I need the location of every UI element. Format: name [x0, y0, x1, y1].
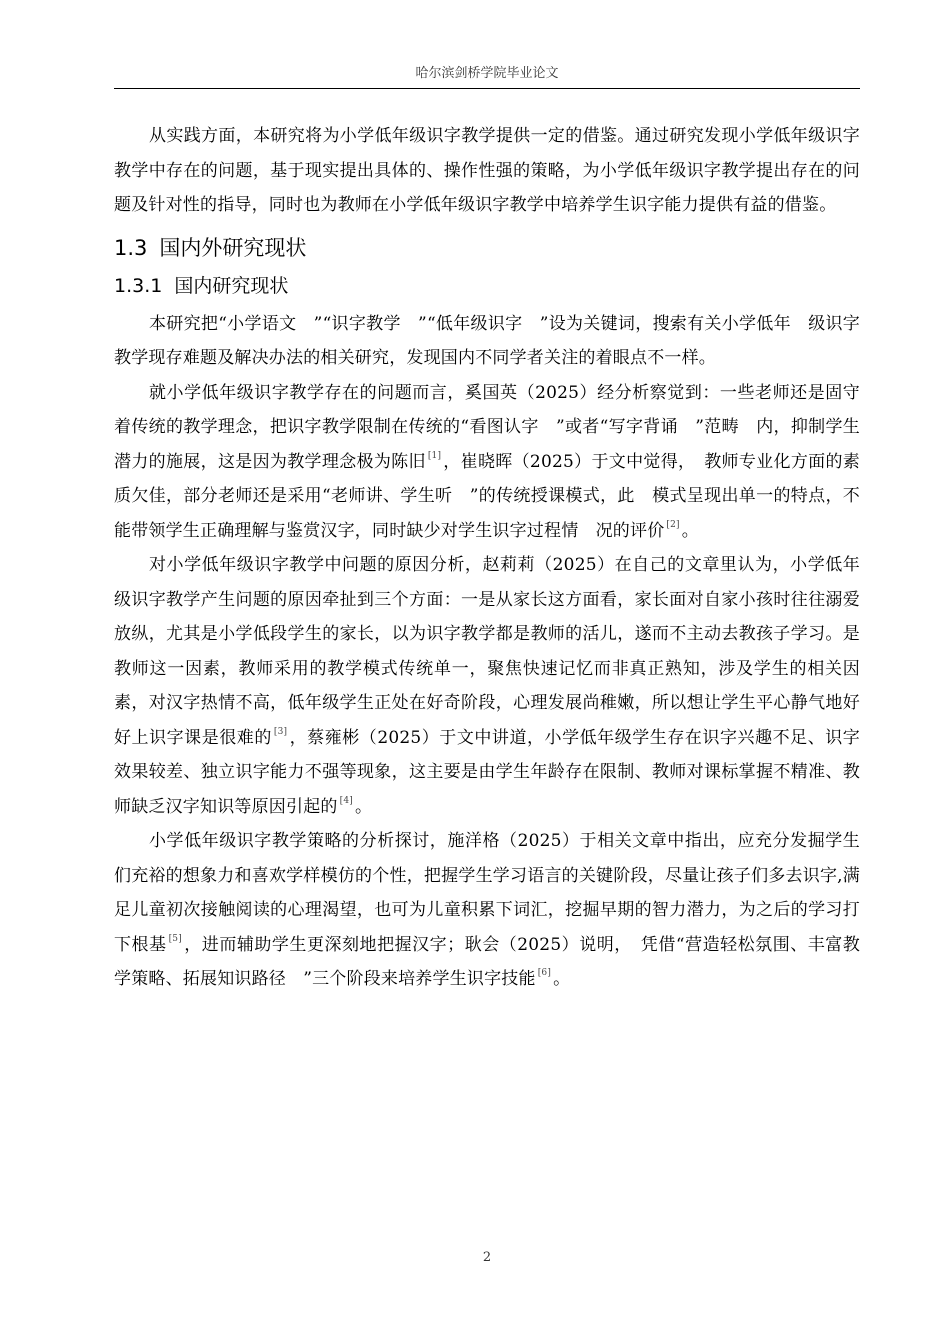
text-segment: ，进而辅助学生更深刻地把握汉字；耿会（2025）说明， 凭借“营造轻松氛围、丰富教学策略、拓展知识路径 ”三个阶段来培养学生识字技能	[114, 934, 861, 989]
subsection-heading	[114, 273, 860, 299]
section-number: 1.3	[114, 235, 148, 260]
section-title: 国内外研究现状	[159, 235, 307, 260]
header-rule	[114, 88, 860, 89]
subsection-number: 1.3.1	[114, 274, 163, 297]
citation-5: [5]	[168, 933, 182, 944]
text-segment: 小学低年级识字教学策略的分析探讨，施洋格（2025）于相关文章中指出，应充分发掘学生们充裕的想象力和喜欢学样模仿的个性，把握学生学习语言的关键阶段，尽量让孩子们多去识字,满足儿童初次接触阅读的心理渴望，也可为儿童积累下词汇，挖掘早期的智力潜力，为之后的学习打下根基	[114, 831, 860, 955]
paragraph-strategies	[114, 824, 860, 997]
paragraph-keywords: 本研究把“小学语文 ”“识字教学 ”“低年级识字 ”设为关键词，搜索有关小学低年 级识字教学现存难题及解决办法的相关研究，发现国内不同学者关注的着眼点不一样。	[114, 313, 860, 368]
page-body	[114, 119, 860, 997]
citation-6: [6]	[537, 968, 552, 978]
page-number: 2	[482, 1250, 492, 1265]
page-header: 哈尔滨剑桥学院毕业论文	[415, 66, 559, 81]
paragraph-causes	[114, 548, 860, 824]
text-segment: 。	[681, 520, 699, 541]
citation-4: [4]	[339, 795, 353, 806]
citation-2: [2]	[666, 519, 680, 530]
paragraph-problems	[114, 376, 860, 549]
citation-3: [3]	[273, 726, 288, 737]
text-segment: 。	[354, 796, 373, 817]
paragraph-practice: 从实践方面，本研究将为小学低年级识字教学提供一定的借鉴。通过研究发现小学低年级识字教学中存在的问题，基于现实提出具体的、操作性强的策略，为小学低年级识字教学提出存在的问题及针对性的指导，同时也为教师在小学低年级识字教学中培养学生识字能力提供有益的借鉴。	[114, 126, 860, 215]
citation-1: [1]	[427, 450, 442, 461]
text-segment: ，崔晓晖（2025）于文中觉得， 教师专业化方面的素质欠佳，部分老师还是采用“老师讲、学生听 ”的传统授课模式，此 模式呈现出单一的特点，不能带领学生正确理解与鉴赏汉字，同时缺少对学生识字过程情 况的评价	[114, 451, 860, 541]
text-segment: 。	[553, 969, 571, 989]
subsection-title: 国内研究现状	[174, 274, 289, 297]
text-segment: ，蔡雍彬（2025）于文中讲道，小学低年级学生存在识字兴趣不足、识字效果较差、独立识字能力不强等现象，这主要是由学生年龄存在限制、教师对课标掌握不精准、教师缺乏汉字知识等原因引起的	[114, 727, 860, 817]
text-segment: 就小学低年级识字教学存在的问题而言，奚国英（2025）经分析察觉到：一些老师还是固守着传统的教学理念，把识字教学限制在传统的“看图认字 ”或者“写字背诵 ”范畴 内，抑制学生潜力的施展，这是因为教学理念极为陈旧	[114, 382, 860, 472]
section-heading	[114, 234, 860, 262]
text-segment: 对小学低年级识字教学中问题的原因分析，赵莉莉（2025）在自己的文章里认为，小学低年级识字教学产生问题的原因牵扯到三个方面：一是从家长这方面看，家长面对自家小孩时往往溺爱放纵，尤其是小学低段学生的家长，以为识字教学都是教师的活儿，遂而不主动去教孩子学习。是教师这一因素，教师采用的教学模式传统单一，聚焦快速记忆而非真正熟知，涉及学生的相关因素，对汉字热情不高，低年级学生正处在好奇阶段，心理发展尚稚嫩，所以想让学生平心静气地好好上识字课是很难的	[114, 555, 860, 748]
